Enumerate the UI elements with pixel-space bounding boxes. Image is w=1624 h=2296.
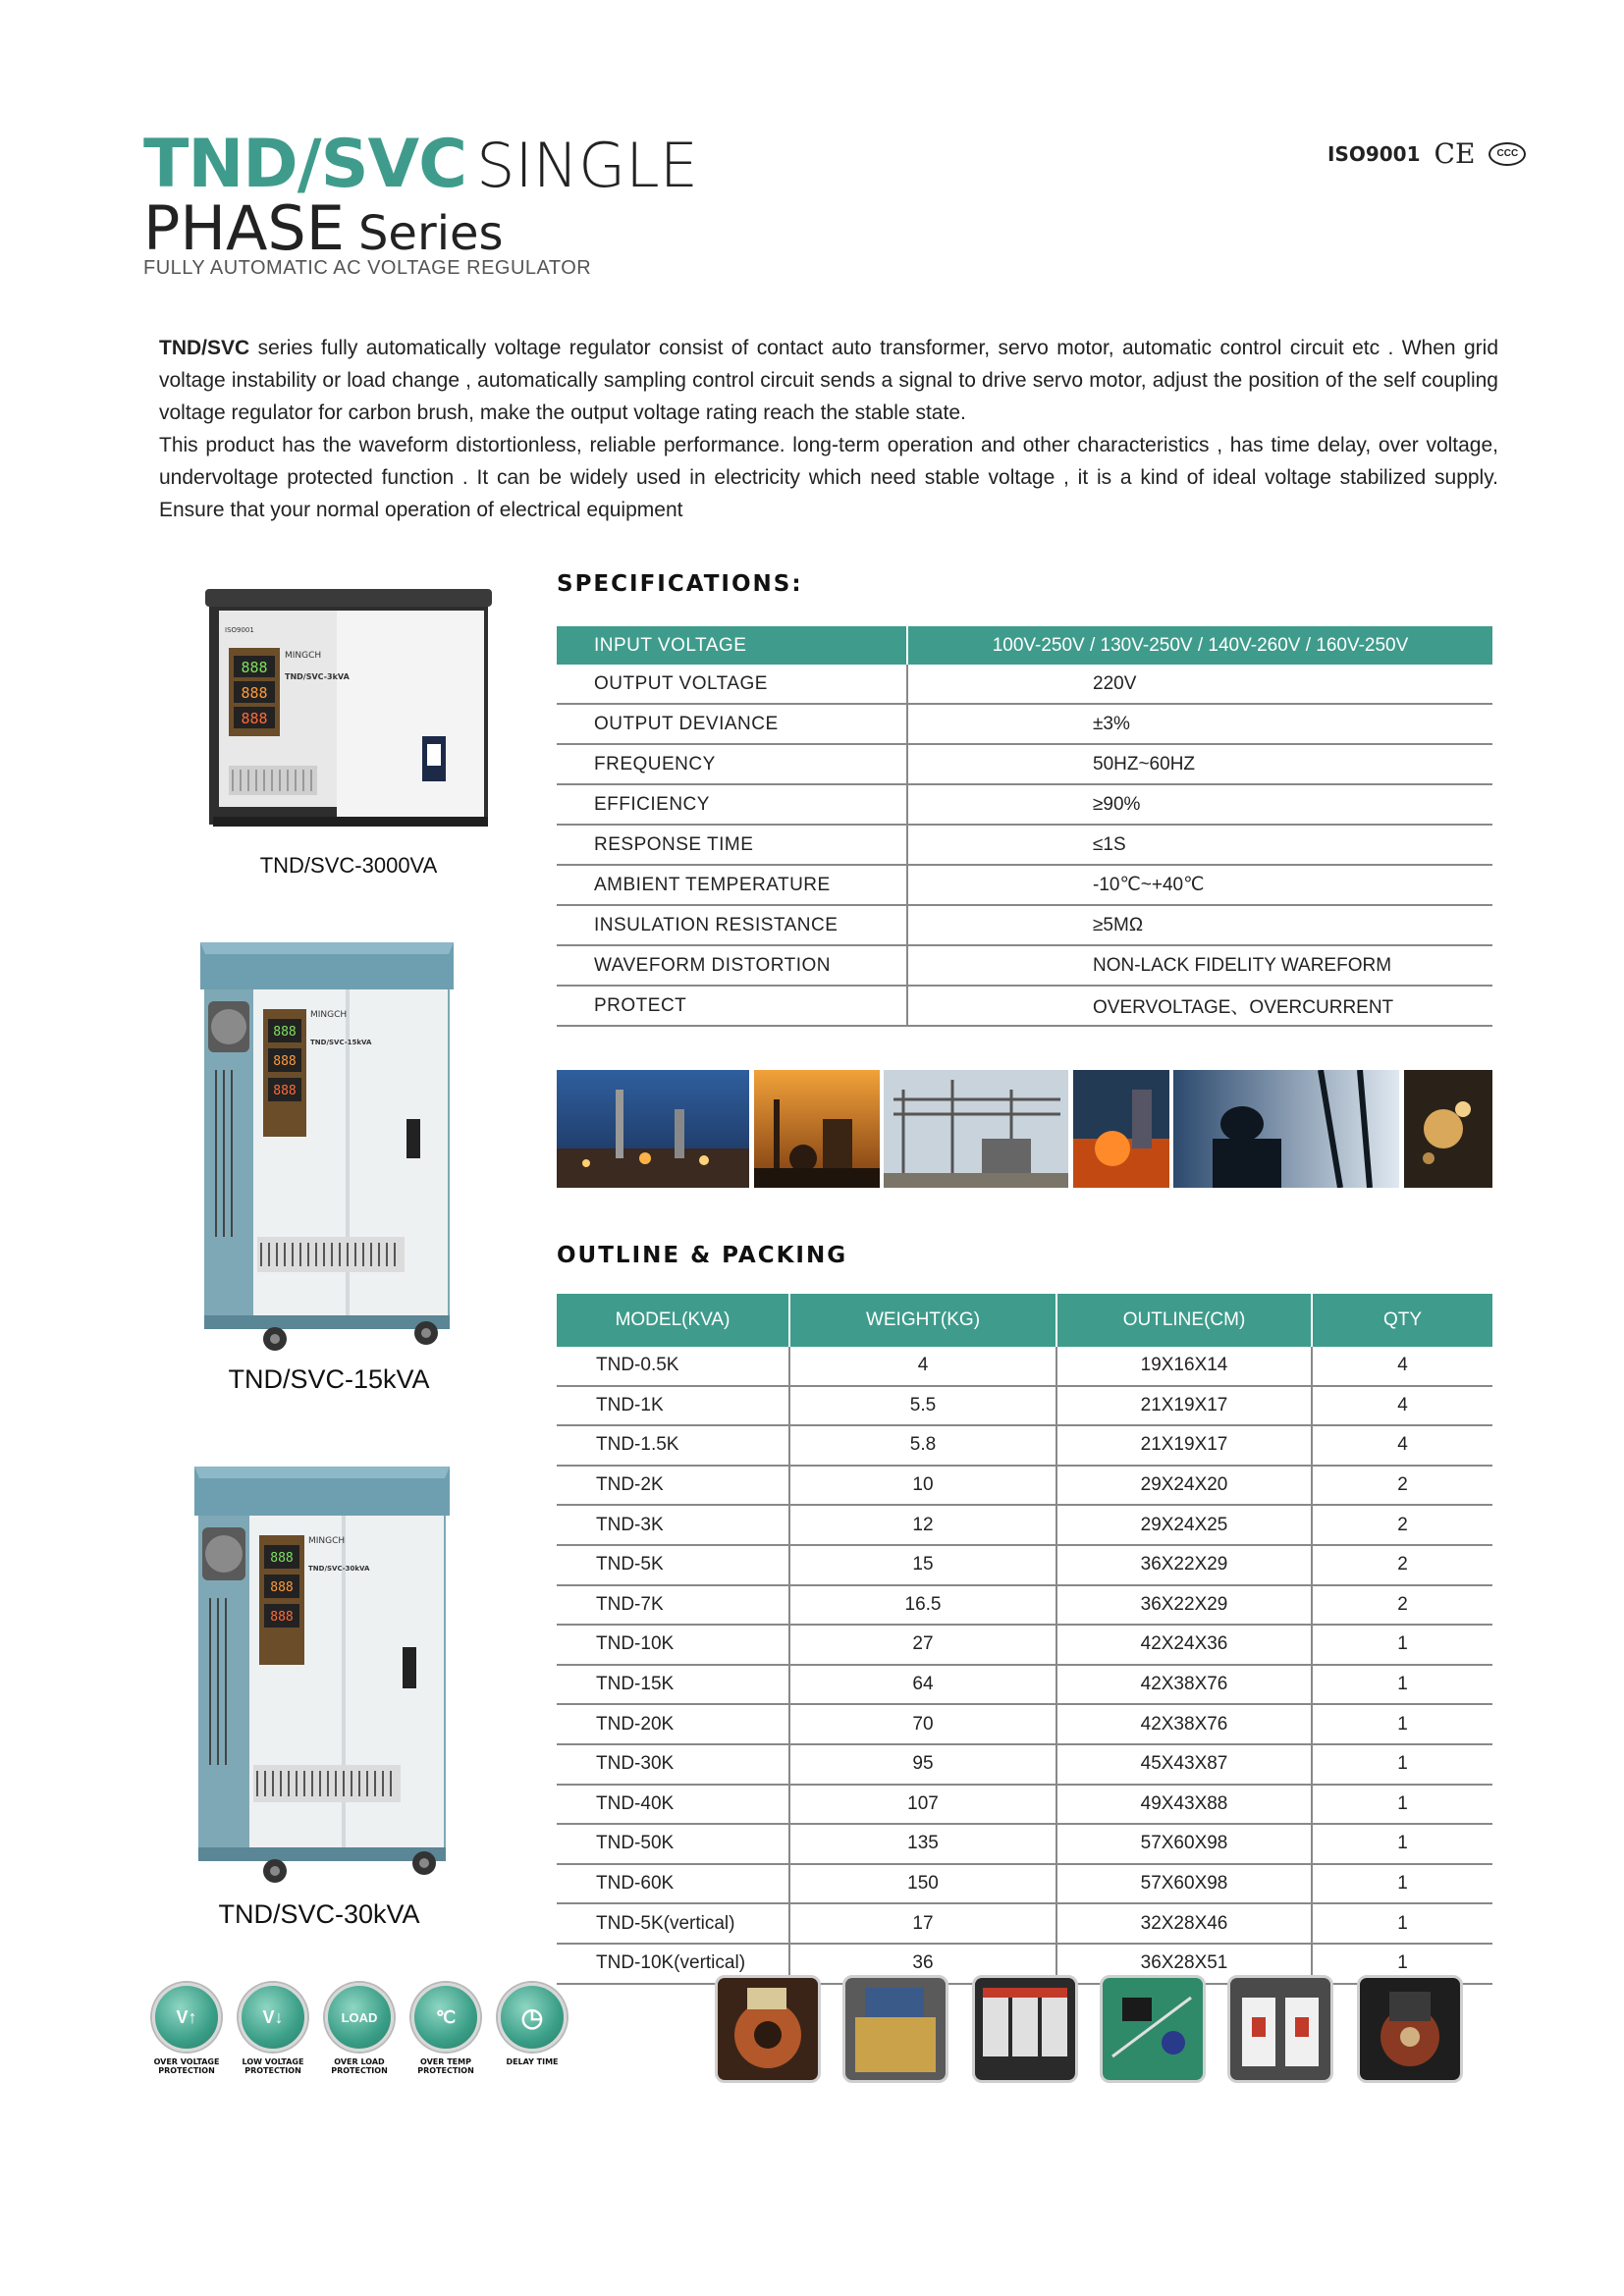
display-digits-5: 888 [273,1054,297,1069]
weight-cell: 17 [789,1903,1056,1944]
weight-cell: 70 [789,1704,1056,1744]
qty-cell: 4 [1312,1425,1492,1466]
spec-value: 100V-250V / 130V-250V / 140V-260V / 160V-250V [907,626,1492,665]
model-cell: TND-30K [557,1744,789,1785]
page-subtitle: FULLY AUTOMATIC AC VOLTAGE REGULATOR [143,257,592,279]
spec-value: 50HZ~60HZ [907,744,1492,784]
table-row [557,1824,1492,1864]
intro-paragraph-2: This product has the waveform distortionless, reliable performance. long-term operation and other characteristics , has time delay, over voltage, undervoltage protected function . It can be widely used in electricity which need stable voltage , it is a kind of ideal voltage stabilized supply. Ensure that your normal operation of electrical equipment [159,434,1498,521]
table-row [557,1785,1492,1825]
title-brand: TND/SVC [143,126,467,203]
low-voltage-icon: V↓ [239,1983,307,2052]
intro-paragraph-1 [159,332,1498,429]
outline-cell: 49X43X88 [1056,1785,1312,1825]
weight-cell: 15 [789,1545,1056,1585]
spec-value: NON-LACK FIDELITY WAREFORM [907,945,1492,986]
table-row [557,1505,1492,1545]
weight-cell: 10 [789,1466,1056,1506]
weight-cell: 36 [789,1944,1056,1984]
spec-key: RESPONSE TIME [557,825,907,865]
weight-cell: 64 [789,1665,1056,1705]
industry-photo-substation [884,1070,1068,1188]
table-row [557,1625,1492,1665]
weight-cell: 4 [789,1347,1056,1386]
model-cell: TND-50K [557,1824,789,1864]
specifications-table [557,626,1492,1027]
feature-over-load [325,1983,394,2075]
feature-label: PROTECTION [331,2066,388,2075]
delay-time-icon: ◷ [498,1983,567,2052]
feature-label: PROTECTION [158,2066,215,2075]
spec-key: OUTPUT DEVIANCE [557,704,907,744]
product-image-3000va [201,589,496,832]
display-digits-6: 888 [273,1084,297,1098]
industry-photo-worker [1173,1070,1399,1188]
outline-cell: 57X60X98 [1056,1864,1312,1904]
product-panel-model: TND/SVC-3kVA [285,672,350,681]
outline-cell: 57X60X98 [1056,1824,1312,1864]
outline-cell: 36X22X29 [1056,1585,1312,1626]
outline-cell: 36X28X51 [1056,1944,1312,1984]
feature-label: OVER VOLTAGE [153,2057,220,2066]
model-cell: TND-1.5K [557,1425,789,1466]
component-photo-circuit-board [1100,1975,1206,2083]
spec-value: ≥90% [907,784,1492,825]
spec-row [557,986,1492,1026]
spec-row [557,825,1492,865]
spec-row [557,905,1492,945]
spec-key: WAVEFORM DISTORTION [557,945,907,986]
component-photo-breakers [1227,1975,1333,2083]
model-cell: TND-1K [557,1386,789,1426]
display-digits-3: 888 [241,710,268,727]
table-row [557,1466,1492,1506]
packing-table [557,1294,1492,1985]
outline-cell: 21X19X17 [1056,1386,1312,1426]
product-image-30kva [192,1467,452,1887]
over-load-icon: LOAD [325,1983,394,2052]
product-panel-model: TND/SVC-30kVA [308,1565,370,1573]
table-row [557,1545,1492,1585]
outline-cell: 32X28X46 [1056,1903,1312,1944]
certification-marks [1327,137,1526,170]
model-cell: TND-10K [557,1625,789,1665]
feature-label: OVER LOAD [334,2057,385,2066]
product-label-3000va: TND/SVC-3000VA [259,853,438,878]
packing-header-weight: WEIGHT(KG) [789,1294,1056,1347]
specifications-title: SPECIFICATIONS: [557,571,803,597]
feature-low-voltage [239,1983,307,2075]
spec-row [557,784,1492,825]
outline-cell: 42X38X76 [1056,1704,1312,1744]
qty-cell: 1 [1312,1903,1492,1944]
product-panel-model: TND/SVC-15kVA [310,1039,372,1046]
model-cell: TND-5K(vertical) [557,1903,789,1944]
spec-key: EFFICIENCY [557,784,907,825]
product-label-30kva: TND/SVC-30kVA [218,1899,420,1929]
weight-cell: 107 [789,1785,1056,1825]
component-photo-carbon-brush [715,1975,821,2083]
weight-cell: 27 [789,1625,1056,1665]
display-digits-7: 888 [270,1551,294,1566]
spec-key: INPUT VOLTAGE [557,626,907,665]
outline-cell: 36X22X29 [1056,1545,1312,1585]
weight-cell: 150 [789,1864,1056,1904]
spec-row [557,865,1492,905]
outline-cell: 42X38X76 [1056,1665,1312,1705]
product-logo: MINGCH [308,1536,346,1546]
ce-mark-icon: CE [1434,137,1476,170]
weight-cell: 5.8 [789,1425,1056,1466]
qty-cell: 1 [1312,1944,1492,1984]
spec-value: OVERVOLTAGE、OVERCURRENT [907,986,1492,1026]
qty-cell: 4 [1312,1386,1492,1426]
model-cell: TND-5K [557,1545,789,1585]
product-panel-iso: ISO9001 [225,626,254,634]
packing-header-outline: OUTLINE(CM) [1056,1294,1312,1347]
model-cell: TND-40K [557,1785,789,1825]
qty-cell: 1 [1312,1704,1492,1744]
spec-row [557,626,1492,665]
qty-cell: 2 [1312,1505,1492,1545]
product-logo: MINGCH [310,1010,348,1020]
intro-brand: TND/SVC [159,337,250,359]
qty-cell: 4 [1312,1347,1492,1386]
display-digits-1: 888 [241,659,268,676]
table-row [557,1744,1492,1785]
feature-label: LOW VOLTAGE [242,2057,304,2066]
weight-cell: 5.5 [789,1386,1056,1426]
packing-header-row [557,1294,1492,1347]
feature-label: OVER TEMP [420,2057,471,2066]
spec-key: OUTPUT VOLTAGE [557,665,907,704]
industry-photo-refinery [557,1070,749,1188]
qty-cell: 2 [1312,1466,1492,1506]
packing-title: OUTLINE & PACKING [557,1243,848,1268]
spec-key: PROTECT [557,986,907,1026]
spec-key: INSULATION RESISTANCE [557,905,907,945]
outline-cell: 29X24X25 [1056,1505,1312,1545]
spec-row [557,744,1492,784]
spec-value: ±3% [907,704,1492,744]
product-label-15kva: TND/SVC-15kVA [228,1364,430,1394]
weight-cell: 12 [789,1505,1056,1545]
feature-label: PROTECTION [244,2066,301,2075]
table-row [557,1386,1492,1426]
table-row [557,1585,1492,1626]
display-digits-9: 888 [270,1610,294,1625]
spec-value: -10℃~+40℃ [907,865,1492,905]
component-photo-transformer [842,1975,948,2083]
outline-cell: 29X24X20 [1056,1466,1312,1506]
qty-cell: 1 [1312,1625,1492,1665]
display-digits-4: 888 [273,1025,297,1040]
qty-cell: 1 [1312,1864,1492,1904]
spec-row [557,665,1492,704]
spec-value: 220V [907,665,1492,704]
product-logo: MINGCH [285,651,322,661]
weight-cell: 135 [789,1824,1056,1864]
model-cell: TND-0.5K [557,1347,789,1386]
model-cell: TND-10K(vertical) [557,1944,789,1984]
spec-value: ≤1S [907,825,1492,865]
iso9001-mark: ISO9001 [1327,141,1421,166]
weight-cell: 16.5 [789,1585,1056,1626]
component-photo-motor [1357,1975,1463,2083]
model-cell: TND-3K [557,1505,789,1545]
feature-over-temp [411,1983,480,2075]
table-row [557,1347,1492,1386]
spec-row [557,945,1492,986]
industry-photo-sunset-plant [754,1070,880,1188]
component-photo-contactors [972,1975,1078,2083]
model-cell: TND-15K [557,1665,789,1705]
model-cell: TND-60K [557,1864,789,1904]
intro-text [159,332,1498,526]
title-phase: PHASE [143,192,345,264]
qty-cell: 1 [1312,1785,1492,1825]
feature-label: PROTECTION [417,2066,474,2075]
packing-header-qty: QTY [1312,1294,1492,1347]
product-image-15kva [198,942,456,1353]
over-voltage-icon: V↑ [152,1983,221,2052]
display-digits-2: 888 [241,684,268,702]
model-cell: TND-20K [557,1704,789,1744]
spec-value: ≥5MΩ [907,905,1492,945]
outline-cell: 45X43X87 [1056,1744,1312,1785]
weight-cell: 95 [789,1744,1056,1785]
outline-cell: 21X19X17 [1056,1425,1312,1466]
feature-over-voltage [152,1983,221,2075]
table-row [557,1704,1492,1744]
qty-cell: 1 [1312,1824,1492,1864]
title-single: SINGLE [476,130,698,201]
table-row [557,1665,1492,1705]
qty-cell: 2 [1312,1585,1492,1626]
feature-delay-time [498,1983,567,2066]
feature-label: DELAY TIME [506,2057,559,2066]
qty-cell: 2 [1312,1545,1492,1585]
spec-key: AMBIENT TEMPERATURE [557,865,907,905]
model-cell: TND-2K [557,1466,789,1506]
table-row [557,1425,1492,1466]
industry-photo-sparks [1404,1070,1492,1188]
spec-row [557,704,1492,744]
outline-cell: 19X16X14 [1056,1347,1312,1386]
outline-cell: 42X24X36 [1056,1625,1312,1665]
ccc-mark-icon: CCC [1489,142,1526,166]
qty-cell: 1 [1312,1665,1492,1705]
display-digits-8: 888 [270,1580,294,1595]
packing-header-model: MODEL(KVA) [557,1294,789,1347]
spec-key: FREQUENCY [557,744,907,784]
qty-cell: 1 [1312,1744,1492,1785]
title-line2 [143,192,504,264]
table-row [557,1903,1492,1944]
model-cell: TND-7K [557,1585,789,1626]
table-row [557,1864,1492,1904]
title-series: Series [357,206,504,261]
over-temp-icon: ℃ [411,1983,480,2052]
intro-p1-text: series fully automatically voltage regulator consist of contact auto transformer, servo motor, automatic control circuit etc . When grid voltage instability or load change , automatically sampling control circuit sends a signal to drive servo motor, adjust the position of the self coupling voltage regulator for carbon brush, make the output voltage rating reach the stable state. [159,337,1498,424]
industry-photo-furnace [1073,1070,1169,1188]
